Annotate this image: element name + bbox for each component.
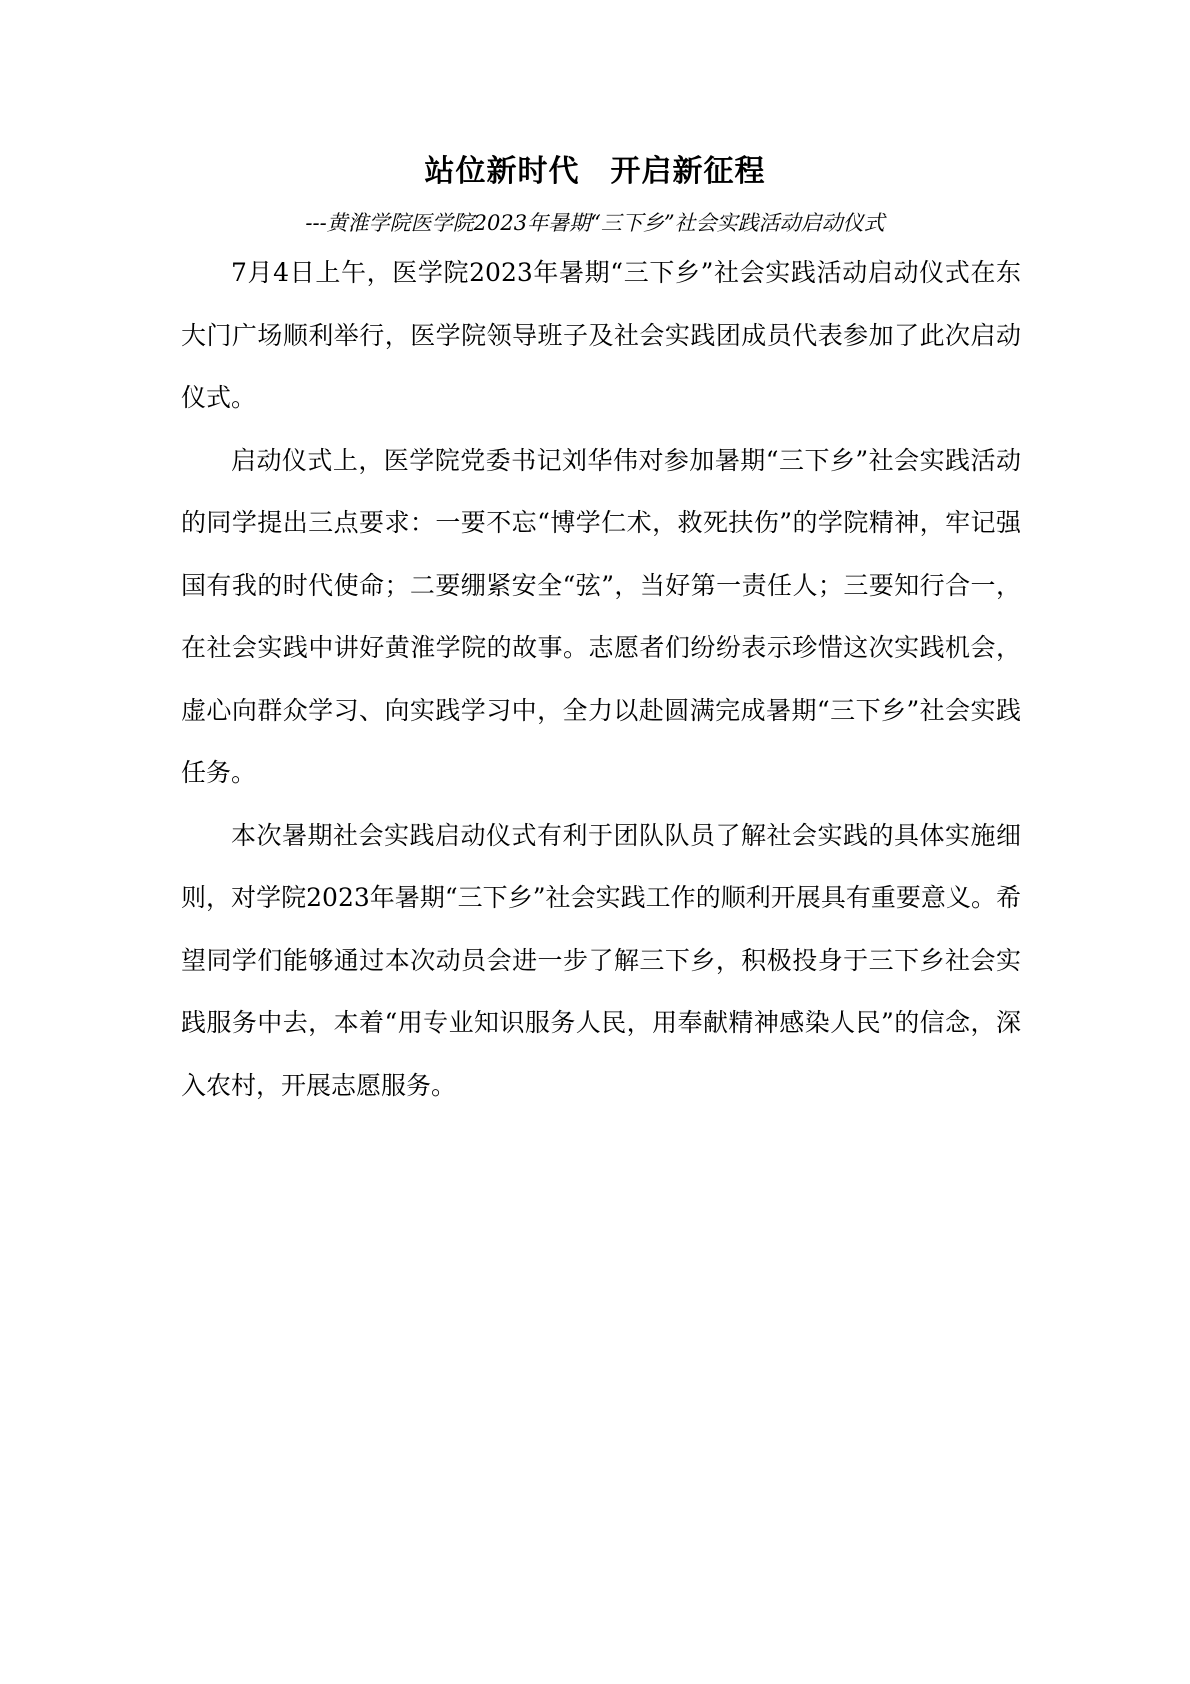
document-title: 站位新时代 开启新征程 [424, 154, 766, 189]
document-subtitle: ---黄淮学院医学院2023年暑期“三下乡”社会实践活动启动仪式 [305, 211, 885, 235]
paragraph-3: 本次暑期社会实践启动仪式有利于团队队员了解社会实践的具体实施细则，对学院2023年暑期“三下乡”社会实践工作的顺利开展具有重要意义。希望同学们能够通过本次动员会进一步了解三下乡，积极投身于三下乡社会实践服务中去，本着“用专业知识服务人民，用奉献精神感染人民”的信念，深入农村，开展志愿服务。 [181, 820, 1021, 1100]
paragraph-1: 7月4日上午，医学院2023年暑期“三下乡”社会实践活动启动仪式在东大门广场顺利举行，医学院领导班子及社会实践团成员代表参加了此次启动仪式。 [181, 258, 1021, 412]
document-body [181, 242, 1021, 1117]
paragraph-2: 启动仪式上，医学院党委书记刘华伟对参加暑期“三下乡”社会实践活动的同学提出三点要求：一要不忘“博学仁术，救死扶伤”的学院精神，牢记强国有我的时代使命；二要绷紧安全“弦”，当好第一责任人；三要知行合一，在社会实践中讲好黄淮学院的故事。志愿者们纷纷表示珍惜这次实践机会，虚心向群众学习、向实践学习中，全力以赴圆满完成暑期“三下乡”社会实践任务。 [181, 445, 1021, 787]
